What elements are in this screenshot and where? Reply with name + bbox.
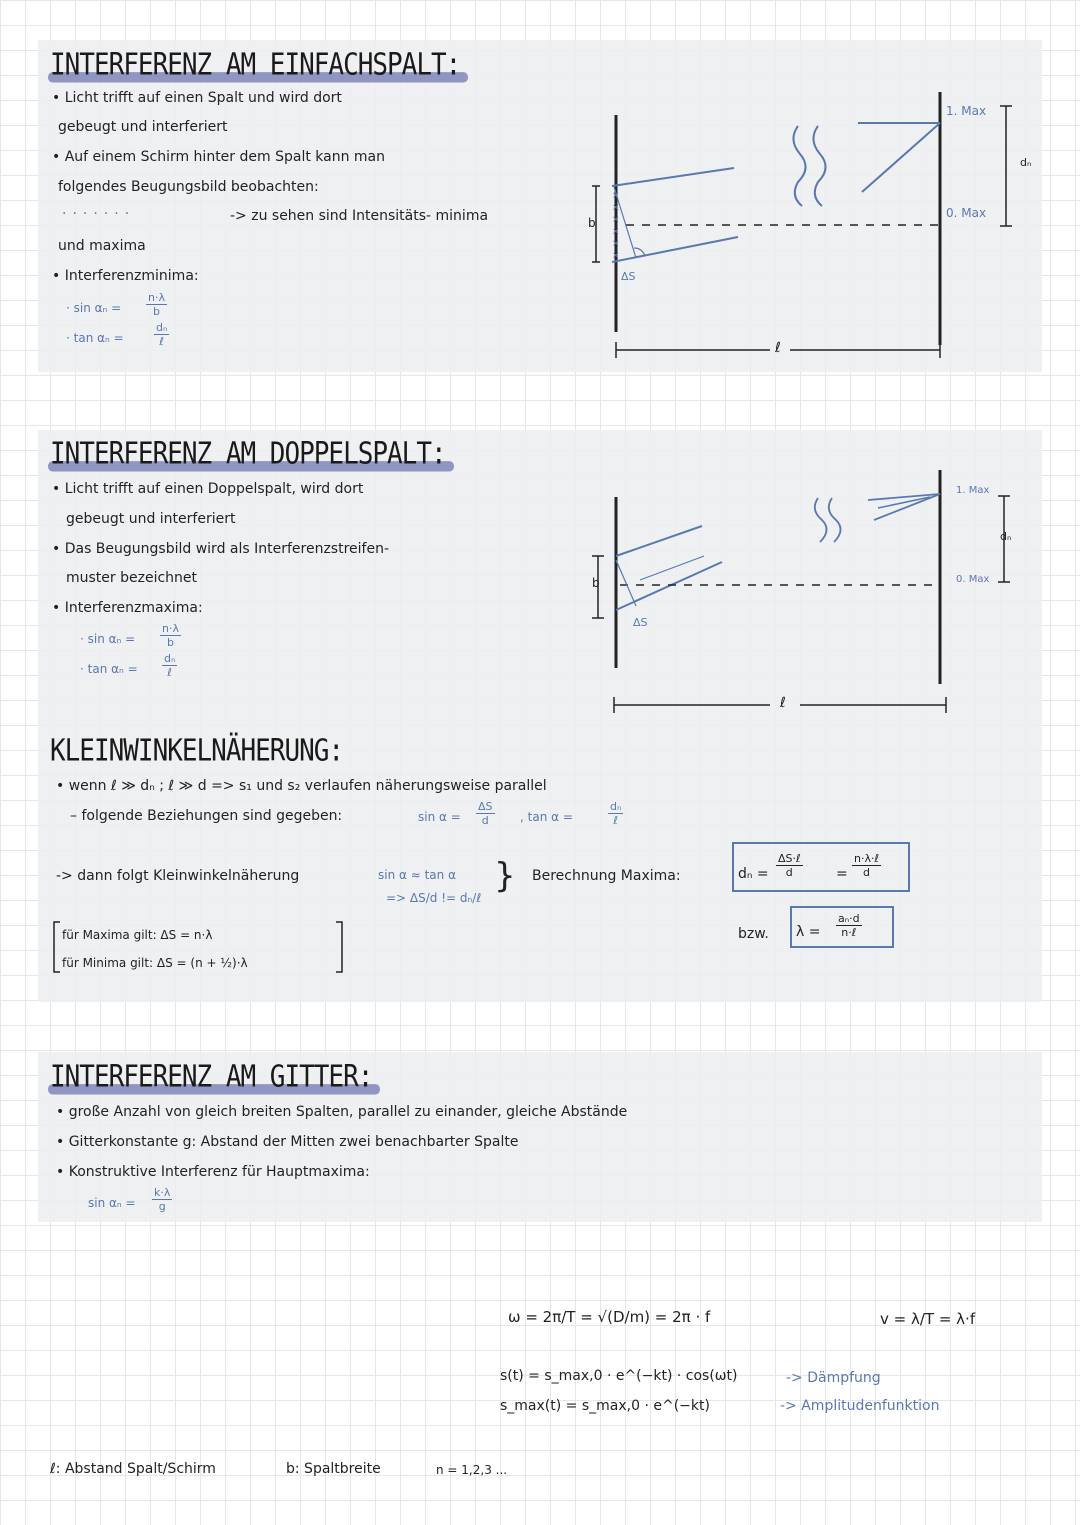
extra-omega: ω = 2π/T = √(D/m) = 2π · f xyxy=(508,1308,711,1326)
s3-box2-frac: aₙ·d n·ℓ xyxy=(838,912,860,939)
s4-line1: • große Anzahl von gleich breiten Spalten, parallel zu einander, gleiche Abstände xyxy=(56,1104,628,1120)
s2-formula-sin: · sin αₙ = xyxy=(80,632,136,646)
svg-text:×: × xyxy=(612,191,620,201)
svg-text:×: × xyxy=(612,203,620,213)
s3-sin-fraction: $\frac{\Delta S}{d}$ xyxy=(478,800,493,827)
s3-approx2: => ΔS/d != dₙ/ℓ xyxy=(386,891,482,905)
s3-brace: } xyxy=(494,856,516,896)
d1-label-max1: 1. Max xyxy=(946,104,987,118)
s1-line2: gebeugt und interferiert xyxy=(58,119,228,135)
s2-line3: • Das Beugungsbild wird als Interferenzstreifen- xyxy=(52,541,390,557)
s3-approx1: sin α ≈ tan α xyxy=(378,868,456,882)
s2-line4: muster bezeichnet xyxy=(66,570,198,586)
s3-cond-minima: für Minima gilt: ΔS = (n + ½)·λ xyxy=(62,956,248,970)
s3-box1-left: dₙ = xyxy=(738,866,769,882)
s1-formula-tan-fraction: dₙ ℓ xyxy=(156,321,168,348)
s2-line1: • Licht trifft auf einen Doppelspalt, wird dort xyxy=(52,481,364,497)
svg-text:×: × xyxy=(612,239,620,249)
svg-text:×: × xyxy=(612,251,620,261)
extra-amp: -> Amplitudenfunktion xyxy=(780,1398,940,1414)
section-title-gitter: INTERFERENZ AM GITTER: xyxy=(50,1060,372,1095)
extra-s-t: s(t) = s_max,0 · e^(−kt) · cos(ωt) xyxy=(500,1368,738,1384)
s2-formula-tan: · tan αₙ = xyxy=(80,662,138,676)
s3-tan-def: , tan α = xyxy=(520,810,573,824)
d1-label-dn: dₙ xyxy=(1020,156,1032,169)
s3-line2: – folgende Beziehungen sind gegeben: xyxy=(70,808,343,824)
s1-line3: • Auf einem Schirm hinter dem Spalt kann man xyxy=(52,149,385,165)
d2-label-max1: 1. Max xyxy=(956,485,990,496)
legend-n: n = 1,2,3 ... xyxy=(436,1463,508,1477)
s3-berechnung: Berechnung Maxima: xyxy=(532,868,681,884)
s4-line3: • Konstruktive Interferenz für Hauptmaxima: xyxy=(56,1164,370,1180)
section-title-einfachspalt: INTERFERENZ AM EINFACHSPALT: xyxy=(50,48,460,83)
s2-line2: gebeugt und interferiert xyxy=(66,511,236,527)
d2-label-b: b xyxy=(592,576,600,590)
legend-b: b: Spaltbreite xyxy=(286,1461,381,1477)
extra-damp: -> Dämpfung xyxy=(786,1370,881,1386)
extra-v: v = λ/T = λ·f xyxy=(880,1310,976,1328)
s1-line6: und maxima xyxy=(58,238,146,254)
s3-box1-frac1: ΔS·ℓ d xyxy=(778,852,801,879)
extra-smax: s_max(t) = s_max,0 · e^(−kt) xyxy=(500,1398,710,1414)
d2-label-max0: 0. Max xyxy=(956,574,990,585)
s1-dots-pattern: ······· xyxy=(62,206,136,222)
d2-label-ds: ΔS xyxy=(633,616,648,629)
d2-label-dn: dₙ xyxy=(1000,530,1012,543)
s2-formula-tan-fraction: dₙ ℓ xyxy=(164,652,176,679)
s3-tan-fraction: dₙ ℓ xyxy=(610,800,622,827)
s3-line1: • wenn ℓ ≫ dₙ ; ℓ ≫ d => s₁ und s₂ verlaufen näherungsweise parallel xyxy=(56,778,547,794)
s3-bzw: bzw. xyxy=(738,926,769,942)
d1-label-max0: 0. Max xyxy=(946,206,987,220)
s3-box1-frac2: n·λ·ℓ d xyxy=(854,852,880,879)
s1-formula-tan: · tan αₙ = xyxy=(66,331,124,345)
s3-sin-def: sin α = xyxy=(418,810,461,824)
s1-formula-sin-fraction: $\frac{n\cdot\lambda}{b}$ xyxy=(148,291,165,318)
section-title-kleinwinkel: KLEINWINKELNÄHERUNG: xyxy=(50,734,344,769)
s3-cond-maxima: für Maxima gilt: ΔS = n·λ xyxy=(62,928,213,942)
legend-l: ℓ: Abstand Spalt/Schirm xyxy=(50,1461,216,1477)
s3-line3: -> dann folgt Kleinwinkelnäherung xyxy=(56,868,300,884)
s1-line5: -> zu sehen sind Intensitäts- minima xyxy=(230,208,489,224)
d1-label-l: ℓ xyxy=(775,340,781,356)
s2-formula-sin-fraction: $\frac{n\cdot\lambda}{b}$ xyxy=(162,622,179,649)
s3-box2-left: λ = xyxy=(796,924,821,940)
s4-formula-fraction: $\frac{k\cdot\lambda}{g}$ xyxy=(154,1186,171,1213)
s4-formula: sin αₙ = xyxy=(88,1196,136,1210)
s4-line2: • Gitterkonstante g: Abstand der Mitten zwei benachbarter Spalte xyxy=(56,1134,519,1150)
s1-line7: • Interferenzminima: xyxy=(52,268,199,284)
section-title-doppelspalt: INTERFERENZ AM DOPPELSPALT: xyxy=(50,437,446,472)
d1-label-ds: ΔS xyxy=(621,270,636,283)
s3-box1-eq: = xyxy=(836,866,848,882)
svg-text:×: × xyxy=(612,227,620,237)
svg-text:×: × xyxy=(612,215,620,225)
s1-line1: • Licht trifft auf einen Spalt und wird dort xyxy=(52,90,342,106)
d2-label-l: ℓ xyxy=(780,695,786,711)
s2-line5: • Interferenzmaxima: xyxy=(52,600,203,616)
s1-line4: folgendes Beugungsbild beobachten: xyxy=(58,179,319,195)
d1-label-b: b xyxy=(588,216,596,230)
s1-formula-sin: · sin αₙ = xyxy=(66,301,122,315)
